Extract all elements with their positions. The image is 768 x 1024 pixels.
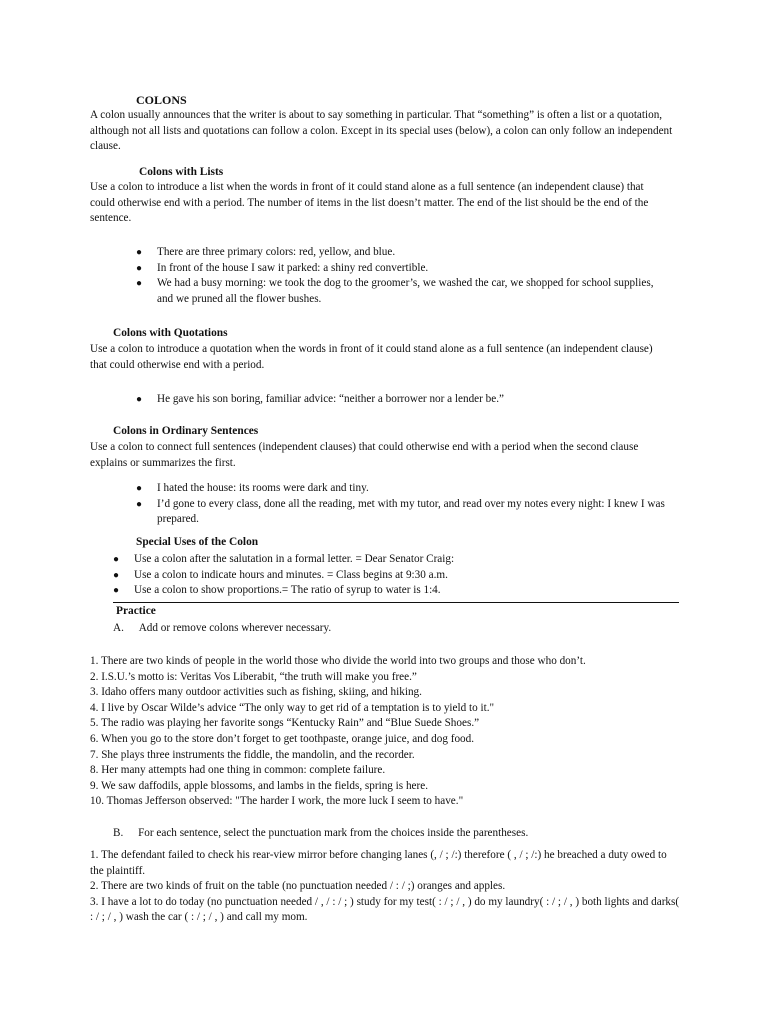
intro-paragraph: A colon usually announces that the writer is about to say something in particular. That “something” is often a list or a quotation, although not all lists and quotations can follow a colon. Except in its special uses (below), a colon can only follow an independent clause. <box>90 109 673 153</box>
list-item: 3. I have a lot to do today (no punctuation needed / , / : / ; ) study for my test( : / ; / , ) do my laundry( : / ; / , ) both lights and darks( : / ; / , ) wash the car ( : / ; / , ) and call my mom. <box>90 895 680 924</box>
bullet-icon: ● <box>136 483 143 494</box>
section-heading-quotations: Colons with Quotations <box>113 327 228 339</box>
bullet-icon: ● <box>113 569 120 581</box>
list-item: 2. I.S.U.’s motto is: Veritas Vos Liberabit, “the truth will make you free.” <box>90 670 417 683</box>
part-b-instruction-row <box>113 826 528 842</box>
bullet-icon: ● <box>136 278 143 290</box>
bullet-icon: ● <box>136 247 143 258</box>
list-item: ● He gave his son boring, familiar advice: “neither a borrower nor a lender be.” <box>136 392 666 408</box>
section-heading-ordinary: Colons in Ordinary Sentences <box>113 425 259 437</box>
section-body-quotations: Use a colon to introduce a quotation when the words in front of it could stand alone as a full sentence (an independent clause) that could otherwise end with a period. <box>90 343 653 371</box>
practice-heading: Practice <box>116 605 156 617</box>
list-item: 6. When you go to the store don’t forget to get toothpaste, orange juice, and dog food. <box>90 732 475 745</box>
section-body-lists: Use a colon to introduce a list when the words in front of it could stand alone as a full sentence (an independent clause) that could otherwise end with a period. The number of items in the list doesn’t matter. The end of the list should be the end of the sentence. <box>90 181 649 225</box>
part-a-label: A. <box>113 622 124 634</box>
part-a-list <box>90 654 680 810</box>
bullet-list-lists <box>136 245 666 307</box>
list-item: ● Use a colon to indicate hours and minutes. = Class begins at 9:30 a.m. <box>113 568 673 584</box>
list-item: 3. Idaho offers many outdoor activities such as fishing, skiing, and hiking. <box>90 686 422 699</box>
bullet-icon: ● <box>113 554 120 565</box>
part-b-list <box>90 848 680 926</box>
list-item: ● I’d gone to every class, done all the reading, met with my tutor, and read over my notes every night: I knew I was prepared. <box>136 497 665 526</box>
section-heading-special: Special Uses of the Colon <box>136 536 259 548</box>
bullet-icon: ● <box>136 498 143 510</box>
part-b-label: B. <box>113 827 124 839</box>
section-body-ordinary: Use a colon to connect full sentences (independent clauses) that could otherwise end with a period when the second clause explains or summarizes the first. <box>90 441 639 469</box>
list-item: ● Use a colon to show proportions.= The ratio of syrup to water is 1:4. <box>113 583 673 599</box>
list-item: 2. There are two kinds of fruit on the table (no punctuation needed / : / ;) oranges and apples. <box>90 880 506 893</box>
list-item: 1. There are two kinds of people in the world those who divide the world into two groups and those who don’t. <box>90 655 586 667</box>
list-item: ● We had a busy morning: we took the dog to the groomer’s, we washed the car, we shopped for school supplies, and we pruned all the flower bushes. <box>136 277 654 305</box>
section-heading-lists: Colons with Lists <box>139 166 224 178</box>
list-item: 8. Her many attempts had one thing in common: complete failure. <box>90 764 386 777</box>
list-item: 5. The radio was playing her favorite songs “Kentucky Rain” and “Blue Suede Shoes.” <box>90 717 480 730</box>
list-item: 9. We saw daffodils, apple blossoms, and lambs in the fields, spring is here. <box>90 779 428 792</box>
part-b-instruction: For each sentence, select the punctuation mark from the choices inside the parentheses. <box>138 827 529 839</box>
list-item: ● I hated the house: its rooms were dark and tiny. <box>136 481 666 497</box>
list-item: 4. I live by Oscar Wilde’s advice “The only way to get rid of a temptation is to yield to it." <box>90 701 495 714</box>
bullet-list-ordinary <box>136 481 666 528</box>
section-divider <box>113 602 679 603</box>
list-item: ● In front of the house I saw it parked: a shiny red convertible. <box>136 261 666 277</box>
bullet-list-special <box>113 552 673 599</box>
bullet-icon: ● <box>136 394 143 405</box>
page-title: COLONS <box>136 93 187 107</box>
part-a-instruction: Add or remove colons wherever necessary. <box>138 622 332 634</box>
bullet-icon: ● <box>136 262 143 274</box>
list-item: ● Use a colon after the salutation in a formal letter. = Dear Senator Craig: <box>113 552 673 568</box>
list-item: 7. She plays three instruments the fiddle, the mandolin, and the recorder. <box>90 748 415 761</box>
list-item: 1. The defendant failed to check his rear-view mirror before changing lanes (, / ; /:) therefore ( , / ; /:) he breached a duty owed to the plaintiff. <box>90 849 667 877</box>
part-a-instruction-row <box>113 621 331 637</box>
list-item: 10. Thomas Jefferson observed: "The harder I work, the more luck I seem to have." <box>90 795 464 808</box>
list-item: ● There are three primary colors: red, yellow, and blue. <box>136 245 666 261</box>
bullet-list-quotations <box>136 392 666 408</box>
bullet-icon: ● <box>113 585 120 597</box>
